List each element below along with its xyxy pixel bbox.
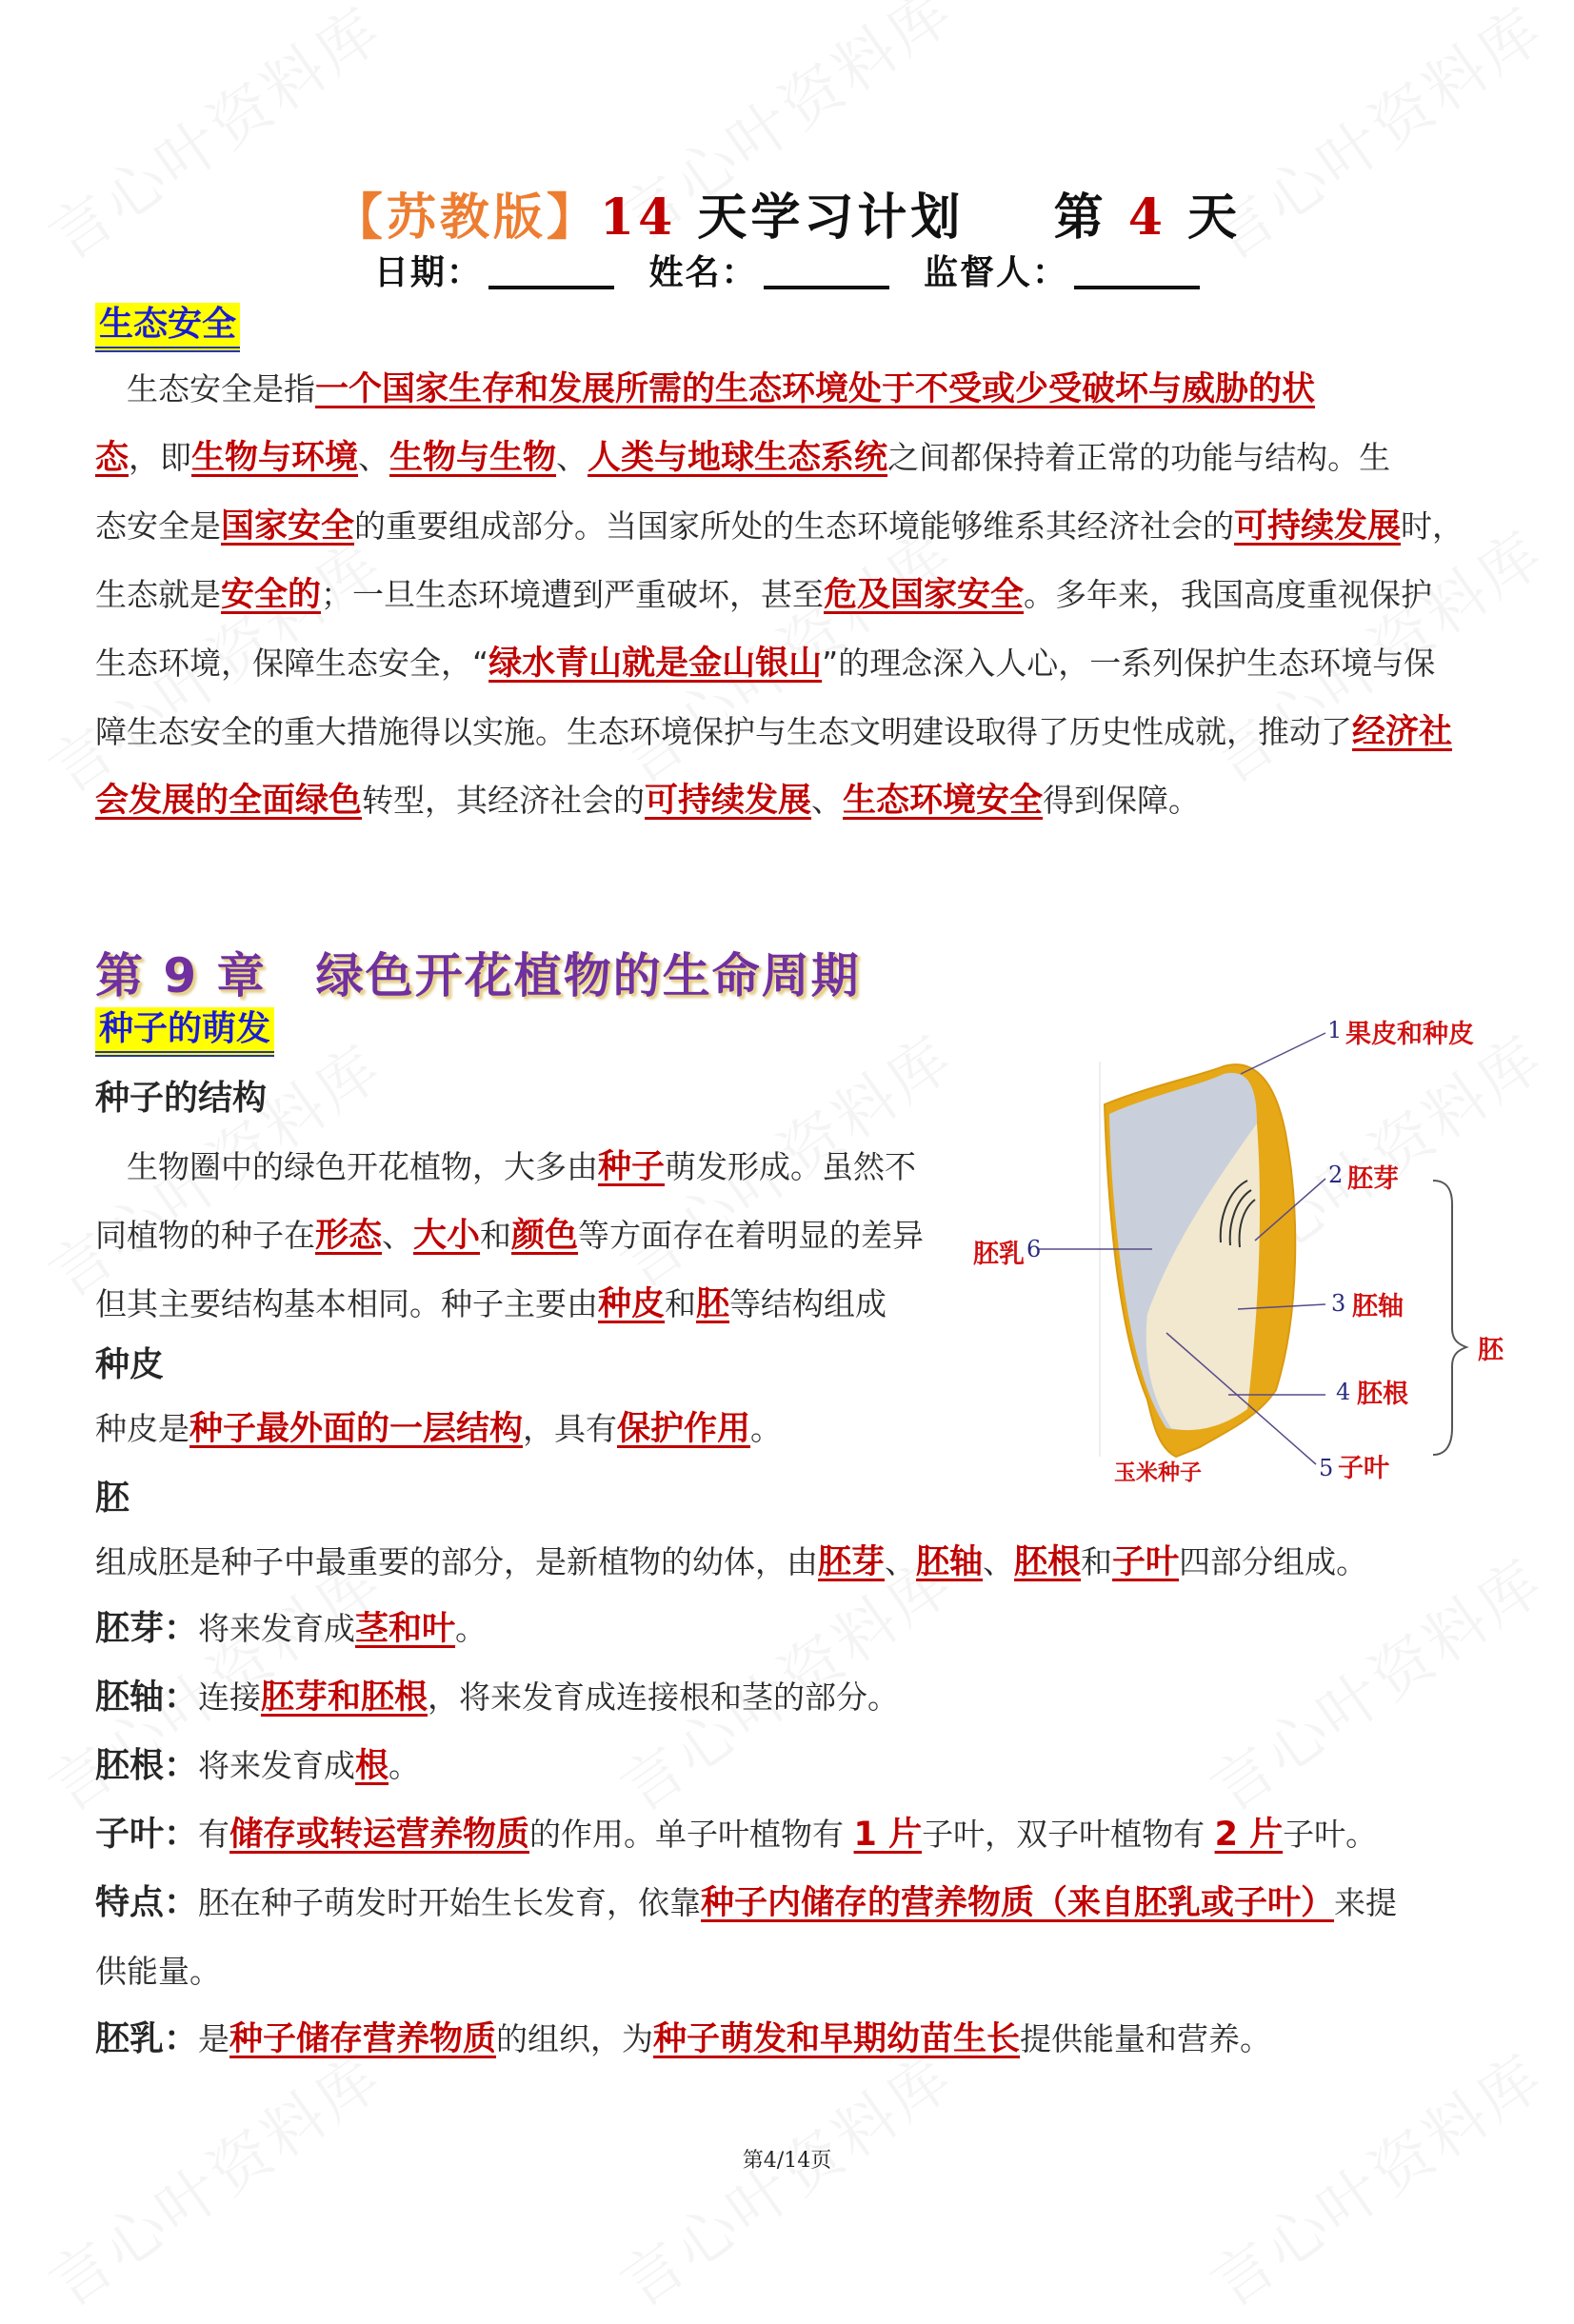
body-text: 组成胚是种子中最重要的部分，是新植物的幼体，由 <box>95 1543 818 1580</box>
key-term: 可持续发展 <box>1234 507 1402 546</box>
name-field[interactable] <box>764 257 889 289</box>
key-term: 胚芽 <box>818 1543 886 1581</box>
key-term: 胚芽和胚根 <box>261 1678 428 1717</box>
subheading-seed-coat: 种皮 <box>95 1345 165 1384</box>
detail-row <box>95 1663 1504 1732</box>
label-number-3: 3 <box>1331 1290 1346 1317</box>
key-term: 国家安全 <box>221 507 355 546</box>
date-field[interactable] <box>488 257 614 289</box>
label-number-1: 1 <box>1327 1017 1343 1043</box>
section-heading-seed-germination: 种子的萌发 <box>95 1007 274 1057</box>
supervisor-label: 监督人： <box>924 252 1069 292</box>
body-text: 子叶，双子叶植物有 <box>922 1816 1215 1853</box>
key-term: 种子储存营养物质 <box>229 2020 497 2058</box>
key-term: 会发展的全面绿色 <box>95 782 363 820</box>
key-term: 危及国家安全 <box>824 576 1025 614</box>
key-term: 胚根 <box>1014 1543 1082 1581</box>
body-text: 将来发育成 <box>198 1747 356 1784</box>
body-text: 胚在种子萌发时开始生长发育，依靠 <box>198 1884 702 1921</box>
label-number-4: 4 <box>1336 1379 1351 1405</box>
key-term: 大小 <box>413 1217 481 1255</box>
page-title <box>0 177 1574 248</box>
key-term: 生物与生物 <box>389 439 557 477</box>
body-text: 时， <box>1401 507 1464 545</box>
info-line <box>0 246 1574 294</box>
subheading-embryo: 胚 <box>95 1479 130 1518</box>
section-heading-ecological-security: 生态安全 <box>95 303 240 352</box>
detail-label: 子叶： <box>95 1815 199 1854</box>
body-text: 、 <box>358 439 390 476</box>
key-term: 1 片 <box>853 1816 923 1854</box>
key-term: 生物与环境 <box>191 439 359 477</box>
body-text: 生态就是 <box>95 576 221 613</box>
days-total: 14 <box>599 189 677 247</box>
body-text: 萌发形成。虽然不 <box>665 1148 917 1185</box>
day-number: 4 <box>1127 189 1166 247</box>
text-line <box>95 1270 952 1339</box>
detail-row <box>95 1595 1504 1663</box>
key-term: 种子内储存的营养物质（来自胚乳或子叶） <box>701 1884 1335 1922</box>
edition-label: 【苏教版】 <box>332 189 600 247</box>
body-text: 生物圈中的绿色开花植物，大多由 <box>95 1148 598 1185</box>
detail-row <box>95 1937 1504 2005</box>
body-text: 障生态安全的重大措施得以实施。生态环境保护与生态文明建设取得了历史性成就，推动了 <box>95 713 1352 750</box>
body-text: 来提 <box>1334 1884 1398 1921</box>
detail-label: 胚乳： <box>95 2019 199 2058</box>
text-line <box>95 561 1495 629</box>
body-text: 有 <box>198 1816 230 1853</box>
body-text: ，具有 <box>523 1410 618 1447</box>
body-text: 子叶。 <box>1283 1816 1378 1853</box>
key-term: 一个国家生存和发展所需的生态环境处于不受或少受破坏与威胁的状 <box>315 370 1316 408</box>
text-line <box>95 424 1495 492</box>
body-text: 提供能量和营养。 <box>1020 2020 1272 2057</box>
body-text: 的组织，为 <box>496 2020 654 2057</box>
text-line <box>95 698 1495 766</box>
body-text: 连接 <box>198 1678 262 1716</box>
label-embryo-group: 胚 <box>1478 1336 1504 1365</box>
key-term: 子叶 <box>1112 1543 1180 1581</box>
label-number-5: 5 <box>1319 1455 1334 1481</box>
text-line <box>95 1395 1000 1463</box>
embryo-details <box>95 1595 1504 2074</box>
key-term: 茎和叶 <box>355 1610 456 1648</box>
body-text: ；一旦生态环境遭到严重破坏，甚至 <box>321 576 825 613</box>
supervisor-field[interactable] <box>1074 257 1200 289</box>
label-cotyledon: 子叶 <box>1338 1454 1389 1483</box>
body-text: 等方面存在着明显的差异 <box>578 1217 925 1254</box>
day-prefix: 第 <box>1053 189 1107 247</box>
text-line <box>95 1528 1504 1597</box>
body-text: 。 <box>455 1610 488 1647</box>
body-text: 生态安全是指 <box>95 370 315 407</box>
body-text: 同植物的种子在 <box>95 1217 315 1254</box>
label-number-6: 6 <box>1026 1236 1042 1262</box>
body-text: 四部分组成。 <box>1179 1543 1368 1580</box>
body-text: 、 <box>382 1217 414 1254</box>
detail-row <box>95 1732 1504 1800</box>
corn-seed-diagram <box>971 1000 1543 1495</box>
key-term: 颜色 <box>511 1217 579 1255</box>
detail-label: 胚轴： <box>95 1678 199 1717</box>
key-term: 2 片 <box>1214 1816 1284 1854</box>
body-text: 供能量。 <box>95 1953 221 1990</box>
body-text: 的作用。单子叶植物有 <box>529 1816 854 1853</box>
body-text: 、 <box>885 1543 917 1580</box>
figure-caption: 玉米种子 <box>1114 1460 1202 1485</box>
body-text: 和 <box>665 1285 697 1322</box>
body-text: 态安全是 <box>95 507 221 545</box>
body-text: 但其主要结构基本相同。种子主要由 <box>95 1285 598 1322</box>
body-text: 的重要组成部分。当国家所处的生态环境能够维系其经济社会的 <box>354 507 1235 545</box>
detail-label: 特点： <box>95 1883 199 1922</box>
label-radicle: 胚根 <box>1357 1380 1408 1409</box>
key-term: 储存或转运营养物质 <box>229 1816 530 1854</box>
label-plumule: 胚芽 <box>1347 1164 1399 1194</box>
key-term: 生态环境安全 <box>843 782 1044 820</box>
key-term: 种子 <box>598 1148 666 1186</box>
body-text: 。多年来，我国高度重视保护 <box>1024 576 1433 613</box>
date-label: 日期： <box>373 252 483 292</box>
plan-text: 天学习计划 <box>697 189 965 247</box>
detail-label: 胚芽： <box>95 1609 199 1648</box>
body-text: 和 <box>480 1217 512 1254</box>
body-text: ，即 <box>129 439 192 476</box>
text-line <box>95 492 1495 561</box>
detail-label: 胚根： <box>95 1746 199 1785</box>
subheading-seed-structure: 种子的结构 <box>95 1079 268 1118</box>
text-line <box>95 1202 952 1270</box>
key-term: 种子最外面的一层结构 <box>189 1410 524 1448</box>
text-line <box>95 355 1495 424</box>
body-text: 、 <box>983 1543 1015 1580</box>
ecological-security-paragraph <box>95 355 1495 835</box>
key-term: 经济社 <box>1352 713 1453 751</box>
body-text: 转型，其经济社会的 <box>362 782 646 819</box>
text-line <box>95 1133 952 1202</box>
body-text: 之间都保持着正常的功能与结构。生 <box>887 439 1391 476</box>
body-text: 将来发育成 <box>198 1610 356 1647</box>
key-term: 人类与地球生态系统 <box>588 439 888 477</box>
detail-row <box>95 1800 1504 1869</box>
key-term: 绿水青山就是金山银山 <box>488 645 823 683</box>
text-line <box>95 629 1495 698</box>
body-text: 、 <box>556 439 588 476</box>
key-term: 种子萌发和早期幼苗生长 <box>653 2020 1021 2058</box>
label-hypocotyl: 胚轴 <box>1352 1292 1404 1321</box>
key-term: 胚 <box>696 1285 730 1323</box>
body-text: 种皮是 <box>95 1410 189 1447</box>
label-endosperm: 胚乳 <box>973 1240 1025 1269</box>
detail-row <box>95 1869 1504 1937</box>
detail-row <box>95 2005 1504 2074</box>
body-text: 等结构组成 <box>729 1285 887 1322</box>
label-number-2: 2 <box>1328 1162 1344 1188</box>
body-text: 、 <box>811 782 844 819</box>
body-text: 和 <box>1081 1543 1113 1580</box>
key-term: 保护作用 <box>617 1410 751 1448</box>
seed-coat-line <box>95 1395 1000 1463</box>
body-text: 生态环境，保障生态安全，“ <box>95 645 489 682</box>
key-term: 胚轴 <box>916 1543 984 1581</box>
day-suffix: 天 <box>1187 189 1242 247</box>
key-term: 种皮 <box>598 1285 666 1323</box>
seed-intro-paragraph <box>95 1133 952 1339</box>
key-term: 态 <box>95 439 130 477</box>
page-number: 第4/14页 <box>742 2149 832 2173</box>
body-text: 。 <box>750 1410 783 1447</box>
key-term: 根 <box>355 1747 389 1785</box>
text-line <box>95 766 1495 835</box>
name-label: 姓名： <box>648 252 758 292</box>
body-text: ，将来发育成连接根和茎的部分。 <box>428 1678 900 1716</box>
corn-seed-illustration <box>971 1000 1543 1495</box>
embryo-line <box>95 1528 1504 1597</box>
key-term: 可持续发展 <box>645 782 812 820</box>
body-text: 。 <box>389 1747 421 1784</box>
body-text: ”的理念深入人心，一系列保护生态环境与保 <box>822 645 1436 682</box>
body-text: 是 <box>198 2020 230 2057</box>
body-text: 得到保障。 <box>1043 782 1201 819</box>
label-pericarp-seed-coat: 果皮和种皮 <box>1345 1020 1474 1049</box>
key-term: 形态 <box>315 1217 383 1255</box>
chapter-title: 第 9 章 绿色开花植物的生命周期 <box>95 948 861 1003</box>
key-term: 安全的 <box>221 576 322 614</box>
